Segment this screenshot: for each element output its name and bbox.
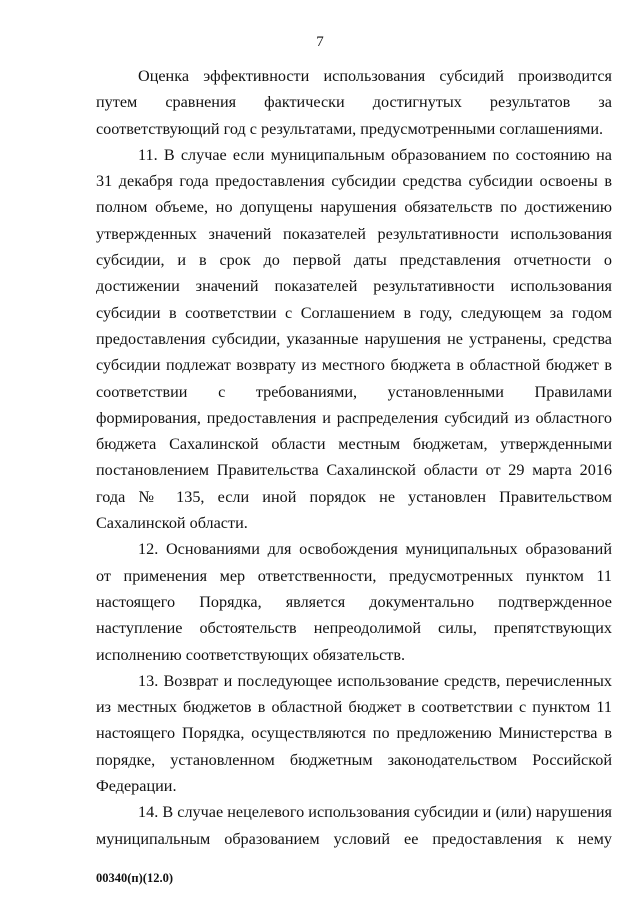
paragraph-11: 11. В случае если муниципальным образованием по состоянию на 31 декабря года предоставления субсидии средства субсидии освоены в полном объеме, но допущены нарушения обязательств по достижению утвержденных значений показателей результативности использования субсидии, и в срок до первой даты представления отчетности о достижении значений показателей результативности использования субсидии в соответствии с Соглашением в году, следующем за годом предоставления субсидии, указанные нарушения не устранены, средства субсидии подлежат возврату из местного бюджета в областной бюджет в соответствии с требованиями, установленными Правилами формирования, предоставления и распределения субсидий из областного бюджета Сахалинской области местным бюджетам, утвержденными постановлением Правительства Сахалинской области от 29 марта 2016 года № 135, если иной порядок не установлен Правительством Сахалинской области. [96, 145, 612, 533]
paragraph-evaluation: Оценка эффективности использования субсидий производится путем сравнения фактически достигнутых результатов за соответствующий год с результатами, предусмотренными соглашениями. [96, 67, 612, 138]
paragraph-14: 14. В случае нецелевого использования субсидии и (или) нарушения муниципальным образованием условий ее предоставления к нему [96, 803, 612, 848]
document-body [96, 63, 612, 852]
document-code: 00340(п)(12.0) [96, 871, 173, 885]
page-number: 7 [316, 34, 324, 50]
paragraph-12: 12. Основаниями для освобождения муниципальных образований от применения мер ответственности, предусмотренных пунктом 11 настоящего Порядка, является документально подтвержденное наступление обстоятельств непреодолимой силы, препятствующих исполнению соответствующих обязательств. [96, 540, 612, 664]
paragraph-13: 13. Возврат и последующее использование средств, перечисленных из местных бюджетов в областной бюджет в соответствии с пунктом 11 настоящего Порядка, осуществляются по предложению Министерства в порядке, установленном бюджетным законодательством Российской Федерации. [96, 671, 612, 796]
